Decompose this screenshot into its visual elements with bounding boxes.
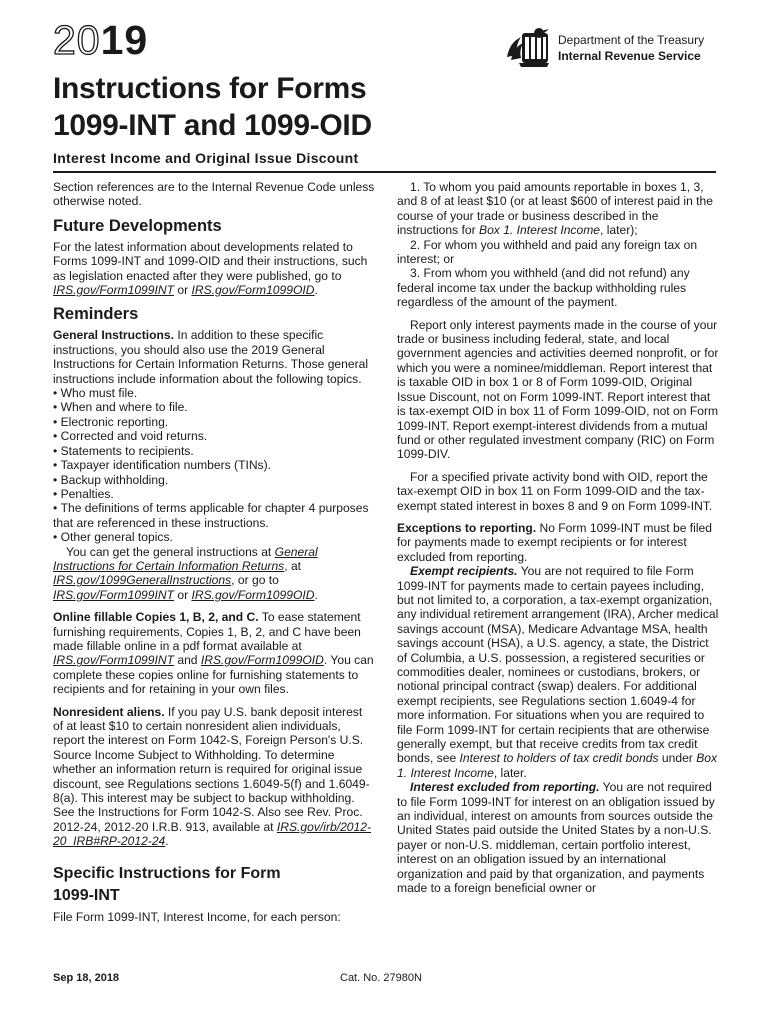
right-column [397,180,719,896]
tax-year [53,17,149,63]
page-title-line1: Instructions for Forms [53,72,367,105]
get-text: You can get the general instructions at [66,544,275,559]
future-text: For the latest information about developments related to Forms 1099-INT and 1099-OID and their instructions, such as legislation enacted after they were published, go to [53,239,368,283]
nonresident-aliens-para [53,705,375,849]
item1-ref: Box 1. Interest Income [479,223,600,238]
exempt-ref2: Box 1. Interest Income [397,751,718,780]
item-3: 3. From whom you withheld (and did not refund) any federal income tax under the backup withholding rules regardless of the amount of the payment. [397,266,690,310]
future-developments-heading: Future Developments [53,216,222,235]
page-subtitle: Interest Income and Original Issue Discount [53,150,359,166]
future-end: . [314,283,318,298]
list-item: • Backup withholding. [53,473,375,487]
link-form1099int-2[interactable]: IRS.gov/Form1099INT [53,587,174,602]
topics-list [53,386,375,544]
private-activity-para: For a specified private activity bond with OID, report the tax-exempt OID in box 11 on Form 1099-OID and the tax-exempt stated interest in boxes 8 and 9 on Form 1099-INT. [397,469,713,513]
general-instructions-label: General Instructions. [53,328,174,343]
footer-cat-no: Cat. No. 27980N [340,972,422,984]
item-2: 2. For whom you withheld and paid any foreign tax on interest; or [397,237,698,267]
tax-year-outline: 20 [53,17,101,63]
exempt-recipients-label: Exempt recipients. [410,564,518,579]
exceptions-para [397,521,719,564]
exempt-recipients-para [397,564,719,780]
get-end: . [314,587,318,602]
agency-irs: Internal Revenue Service [558,49,701,63]
future-developments-text [53,240,375,298]
online-fillable-label: Online fillable Copies 1, B, 2, and C. [53,610,259,625]
interest-excluded-label: Interest excluded from reporting. [410,780,600,795]
specific-instructions-text: File Form 1099-INT, Interest Income, for each person: [53,909,341,924]
list-item: • Electronic reporting. [53,415,375,429]
tax-year-bold: 19 [100,17,149,63]
list-item: • When and where to file. [53,400,375,414]
list-item: • Penalties. [53,487,375,501]
link-rev-proc[interactable]: IRS.gov/irb/2012-20_IRB#RP-2012-24 [53,819,372,849]
exempt-text: You are not required to file Form 1099-INT for payments made to certain payees including, but not limited to, a corporation, a tax-exempt organization, any individual retirement arrangement (IRA), Archer medical savings account (MSA), Medicare Advantage MSA, health savings account (HSA), a U.S. agency, a state, the District of Columbia, a U.S. possession, a registered securities or commodities dealer, nominees or custodians, brokers, or notional principal contract (swap) dealers. For additional exempt recipients, see Regulations section 1.6049-4 for more information. For situations when you are required to file Form 1099-INT for certain recipients that are otherwise generally exempt, but that receive credits from tax credit bonds, see [397,564,719,766]
link-form1099oid-2[interactable]: IRS.gov/Form1099OID [191,587,315,602]
fill-text: To ease statement furnishing requirements, Copies 1, B, 2, and C have been made fillable online in a pdf format available at [53,610,361,653]
specific-instructions-heading [53,863,375,907]
link-1099-general-instructions[interactable]: IRS.gov/1099GeneralInstructions [53,573,232,588]
fill-and: and [173,653,201,668]
link-form1099int[interactable]: IRS.gov/Form1099INT [53,283,174,298]
get-instructions-para [53,545,375,603]
reminders-heading: Reminders [53,305,139,324]
intro-text: Section references are to the Internal Revenue Code unless otherwise noted. [53,180,375,209]
agency-department: Department of the Treasury [558,33,705,47]
list-item: • Corrected and void returns. [53,429,375,443]
fill-end: . You can complete these copies online for furnishing statements to recipients and for retaining in your own files. [53,653,374,697]
item1-text: 1. To whom you paid amounts reportable in boxes 1, 3, and 8 of at least $10 (or at least $600 of interest paid in the course of your trade or business described in the instructions for [397,180,713,238]
item-1 [397,180,719,238]
nra-text: If you pay U.S. bank deposit interest of at least $10 to certain nonresident alien individuals, report the interest on Form 1042-S, Foreign Person's U.S. Source Income Subject to Withholding. To determine whether an information return is required for original issue discount, see Regulations sections 1.6049-5(f) and 1.6049-8(a). This interest may be subject to backup withholding. See the Instructions for Form 1042-S. Also see Rev. Proc. 2012-24, 2012-20 I.R.B. 913, available at [53,704,370,834]
list-item: • Taxpayer identification numbers (TINs). [53,458,375,472]
link-form1099oid-3[interactable]: IRS.gov/Form1099OID [200,653,324,668]
get-or2: or [173,587,192,602]
get-comma: , at [284,558,302,573]
spec-heading-line2: 1099-INT [53,886,120,904]
list-item: • Other general topics. [53,530,375,544]
list-item: • Who must file. [53,386,375,400]
link-form1099oid[interactable]: IRS.gov/Form1099OID [191,283,315,298]
future-or: or [173,283,192,298]
list-item: • Statements to recipients. [53,444,375,458]
interest-excluded-para [397,780,719,895]
exempt-under: under [658,751,697,766]
interest-excluded-text: You are not required to file Form 1099-INT for interest on an obligation issued by an individual, interest on amounts from sources outside the United States paid outside the United States by a non-U.S. payer or non-U.S. middleman, certain portfolio interest, interest on an obligation issued by an international organization and paid by that organization, and payments made to a foreign beneficial owner or [397,780,715,896]
spec-heading-line1: Specific Instructions for Form [53,864,281,882]
exempt-ref1: Interest to holders of tax credit bonds [459,751,659,766]
nonresident-aliens-label: Nonresident aliens. [53,704,165,719]
get-or: , or go to [231,573,279,588]
irs-eagle-logo-icon [503,27,553,69]
header-rule [53,171,716,173]
left-column [53,180,375,924]
general-instructions-para [53,328,375,386]
exceptions-text: No Form 1099-INT must be filed for payments made to exempt recipients or for interest excluded from reporting. [397,520,712,564]
link-general-instructions[interactable]: General Instructions for Certain Information Returns [53,544,318,573]
page-title [53,70,372,144]
page-title-line2: 1099-INT and 1099-OID [53,109,372,142]
link-form1099int-3[interactable]: IRS.gov/Form1099INT [53,653,174,668]
exceptions-label: Exceptions to reporting. [397,520,537,535]
exempt-end: , later. [493,765,527,780]
footer-date: Sep 18, 2018 [53,972,120,984]
general-instructions-text: In addition to these specific instructions, you should also use the 2019 General Instructions for Certain Information Returns. Those general instructions include information about the following topics. [53,328,369,386]
online-fillable-para [53,610,375,696]
report-only-para: Report only interest payments made in the course of your trade or business including federal, state, and local government agencies and activities deemed nonprofit, or for which you were a nominee/middleman. Report interest that is taxable OID in box 1 or 8 of Form 1099-OID, Original Issue Discount, not on Form 1099-INT. Report interest that is tax-exempt OID in box 11 of Form 1099-OID, not on Form 1099-INT. Report exempt-interest dividends from a mutual fund or other regulated investment company (RIC) on Form 1099-DIV. [397,317,719,462]
list-item: • The definitions of terms applicable for chapter 4 purposes that are referenced in these instructions. [53,501,375,530]
item1-end: , later); [600,223,638,238]
nra-end: . [165,834,169,849]
agency-block [558,32,704,64]
